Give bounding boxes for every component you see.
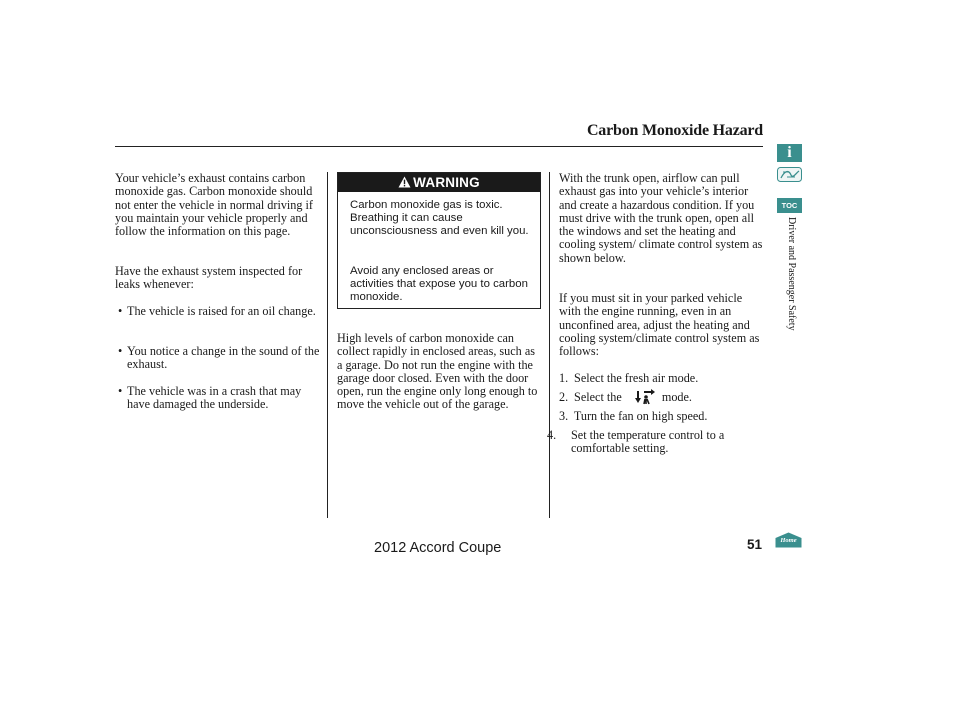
garage-paragraph: High levels of carbon monoxide can collect rapidly in enclosed areas, such as a garage. Do not run the engine with the garage door closed. Even with the door open, run the engine only long enough to move the vehicle out of the garage. (337, 331, 538, 412)
step-3 (559, 410, 759, 423)
warning-text-toxic: Carbon monoxide gas is toxic. Breathing it can cause unconsciousness and even kill you. (350, 199, 529, 238)
home-button[interactable] (775, 532, 802, 548)
step-4 (547, 428, 761, 456)
warning-box (337, 172, 541, 309)
step-number: 1. (559, 371, 569, 385)
step-number: 2. (559, 390, 569, 404)
step-number: 4. (547, 428, 557, 442)
step-text: Set the temperature control to a comfortable setting. (571, 428, 725, 456)
warning-text-avoid: Avoid any enclosed areas or activities that expose you to carbon monoxide. (350, 265, 528, 304)
step-text: Select the fresh air mode. (574, 371, 699, 385)
step-number: 3. (559, 409, 569, 423)
section-tab[interactable] (783, 217, 797, 377)
step-2 (559, 391, 759, 404)
vent-mode-icon (635, 389, 655, 405)
step-text: Turn the fan on high speed. (573, 409, 708, 423)
title-divider (115, 146, 763, 147)
intro-paragraph: Your vehicle’s exhaust contains carbon monoxide gas. Carbon monoxide should not enter the vehicle in normal driving if you maintain your vehicle properly and follow the information on this page. (115, 171, 313, 239)
page-title: Carbon Monoxide Hazard (586, 122, 763, 139)
column-divider-right (549, 172, 550, 518)
parked-paragraph: If you must sit in your parked vehicle with the engine running, even in an unconfined area, adjust the heating and cooling system/climate control system as follows: (559, 291, 760, 359)
info-button[interactable] (777, 144, 802, 162)
home-label: Home (780, 537, 797, 544)
step-text-after: mode. (661, 390, 692, 404)
warning-header (338, 173, 540, 192)
info-icon: i (787, 144, 792, 161)
step-text: Select the (574, 390, 622, 404)
warning-label: WARNING (413, 175, 480, 190)
index-icon[interactable] (777, 167, 802, 182)
list-item: • You notice a change in the sound of the exhaust. (115, 345, 321, 372)
step-1 (559, 372, 759, 385)
list-item: • The vehicle is raised for an oil change. (115, 305, 319, 318)
toc-button[interactable]: TOC (777, 198, 802, 213)
trunk-paragraph: With the trunk open, airflow can pull exhaust gas into your vehicle’s interior and create a hazardous condition. If you must drive with the trunk open, open all the windows and set the heating and cooling system/ climate control system as shown below. (559, 171, 763, 265)
section-label: Driver and Passenger Safety (786, 217, 797, 331)
page-number: 51 (746, 537, 762, 552)
list-item: • The vehicle was in a crash that may have damaged the underside. (115, 385, 327, 412)
column-divider-left (327, 172, 328, 518)
footer-model: 2012 Accord Coupe (374, 540, 502, 556)
warning-triangle-icon (398, 176, 411, 188)
inspection-paragraph: Have the exhaust system inspected for leaks whenever: (115, 264, 303, 292)
